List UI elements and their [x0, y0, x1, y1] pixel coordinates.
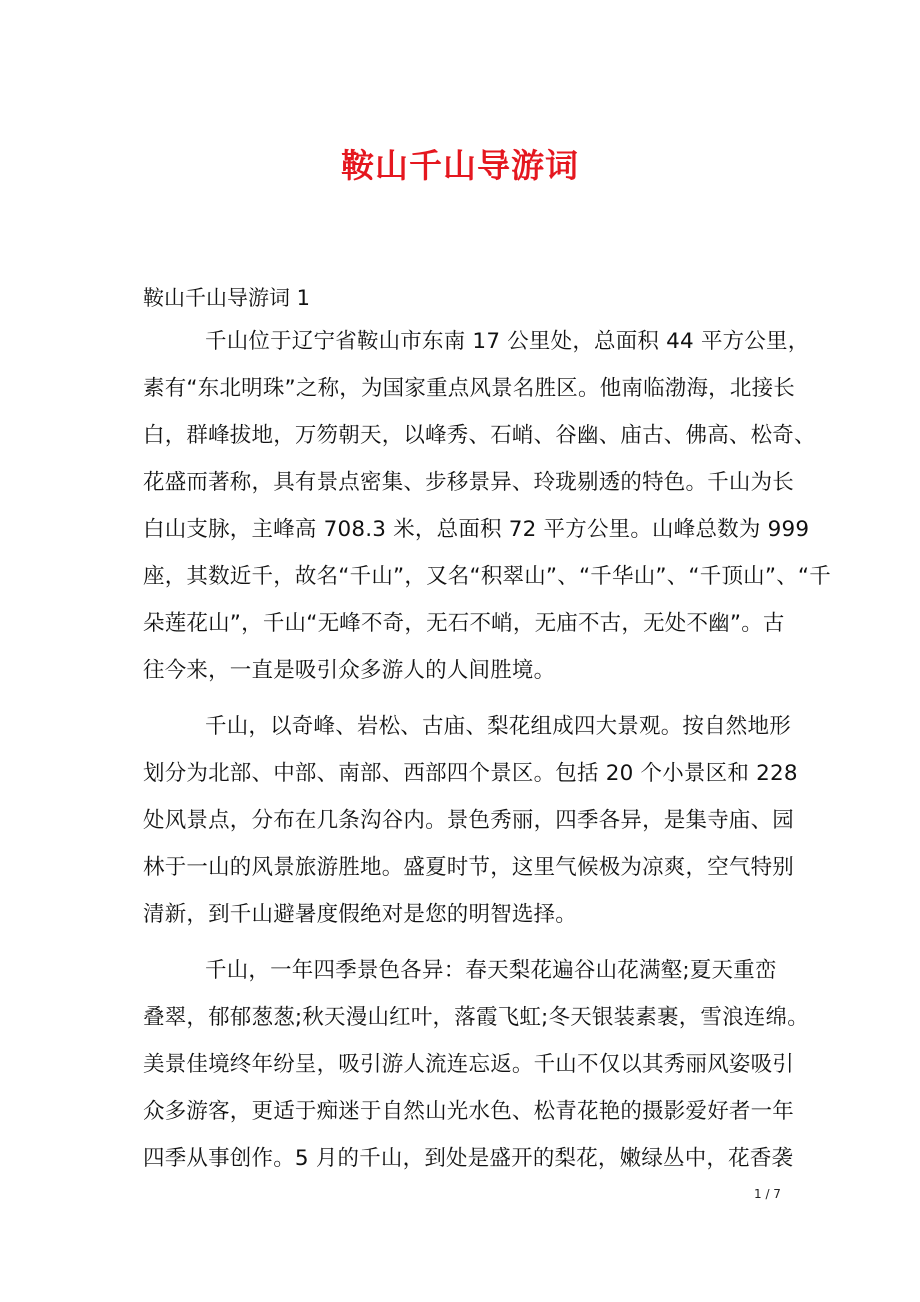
text-line: 千山，以奇峰、岩松、古庙、梨花组成四大景观。按自然地形 — [205, 714, 791, 739]
text-line: 白，群峰拔地，万笏朝天，以峰秀、石峭、谷幽、庙古、佛高、松奇、 — [143, 423, 816, 448]
text-line: 千山位于辽宁省鞍山市东南 17 公里处，总面积 44 平方公里， — [205, 329, 810, 354]
document-body — [143, 325, 831, 1198]
text-line: 美景佳境终年纷呈，吸引游人流连忘返。千山不仅以其秀丽风姿吸引 — [143, 1052, 795, 1077]
text-line: 朵莲花山”，千山“无峰不奇，无石不峭，无庙不古，无处不幽”。古 — [143, 611, 785, 636]
text-line: 花盛而著称，具有景点密集、步移景异、玲珑剔透的特色。千山为长 — [143, 470, 795, 495]
text-line: 划分为北部、中部、南部、西部四个景区。包括 20 个小景区和 228 — [143, 761, 798, 786]
text-line: 林于一山的风景旅游胜地。盛夏时节，这里气候极为凉爽，空气特别 — [143, 855, 795, 880]
paragraph — [143, 954, 809, 1189]
text-line: 素有“东北明珠”之称，为国家重点风景名胜区。他南临渤海，北接长 — [143, 376, 795, 401]
page-number: 1 / 7 — [754, 1187, 781, 1201]
text-line: 千山，一年四季景色各异：春天梨花遍谷山花满壑;夏天重峦 — [205, 958, 777, 983]
text-line: 众多游客，更适于痴迷于自然山光水色、松青花艳的摄影爱好者一年 — [143, 1099, 795, 1124]
text-line: 往今来，一直是吸引众多游人的人间胜境。 — [143, 658, 556, 683]
text-line: 叠翠，郁郁葱葱;秋天漫山红叶，落霞飞虹;冬天银装素裹，雪浪连绵。 — [143, 1005, 809, 1030]
text-line: 白山支脉，主峰高 708.3 米，总面积 72 平方公里。山峰总数为 999 — [143, 517, 810, 542]
paragraph — [143, 710, 798, 945]
text-line: 处风景点，分布在几条沟谷内。景色秀丽，四季各异，是集寺庙、园 — [143, 808, 795, 833]
text-line: 清新，到千山避暑度假绝对是您的明智选择。 — [143, 902, 578, 927]
text-line: 座，其数近千，故名“千山”，又名“积翠山”、“千华山”、“千顶山”、“千 — [143, 564, 831, 589]
section-heading: 鞍山千山导游词 1 — [143, 286, 311, 310]
text-line: 四季从事创作。5 月的千山，到处是盛开的梨花，嫩绿丛中，花香袭 — [143, 1146, 794, 1171]
paragraph — [143, 325, 831, 701]
document-title: 鞍山千山导游词 — [341, 146, 579, 185]
